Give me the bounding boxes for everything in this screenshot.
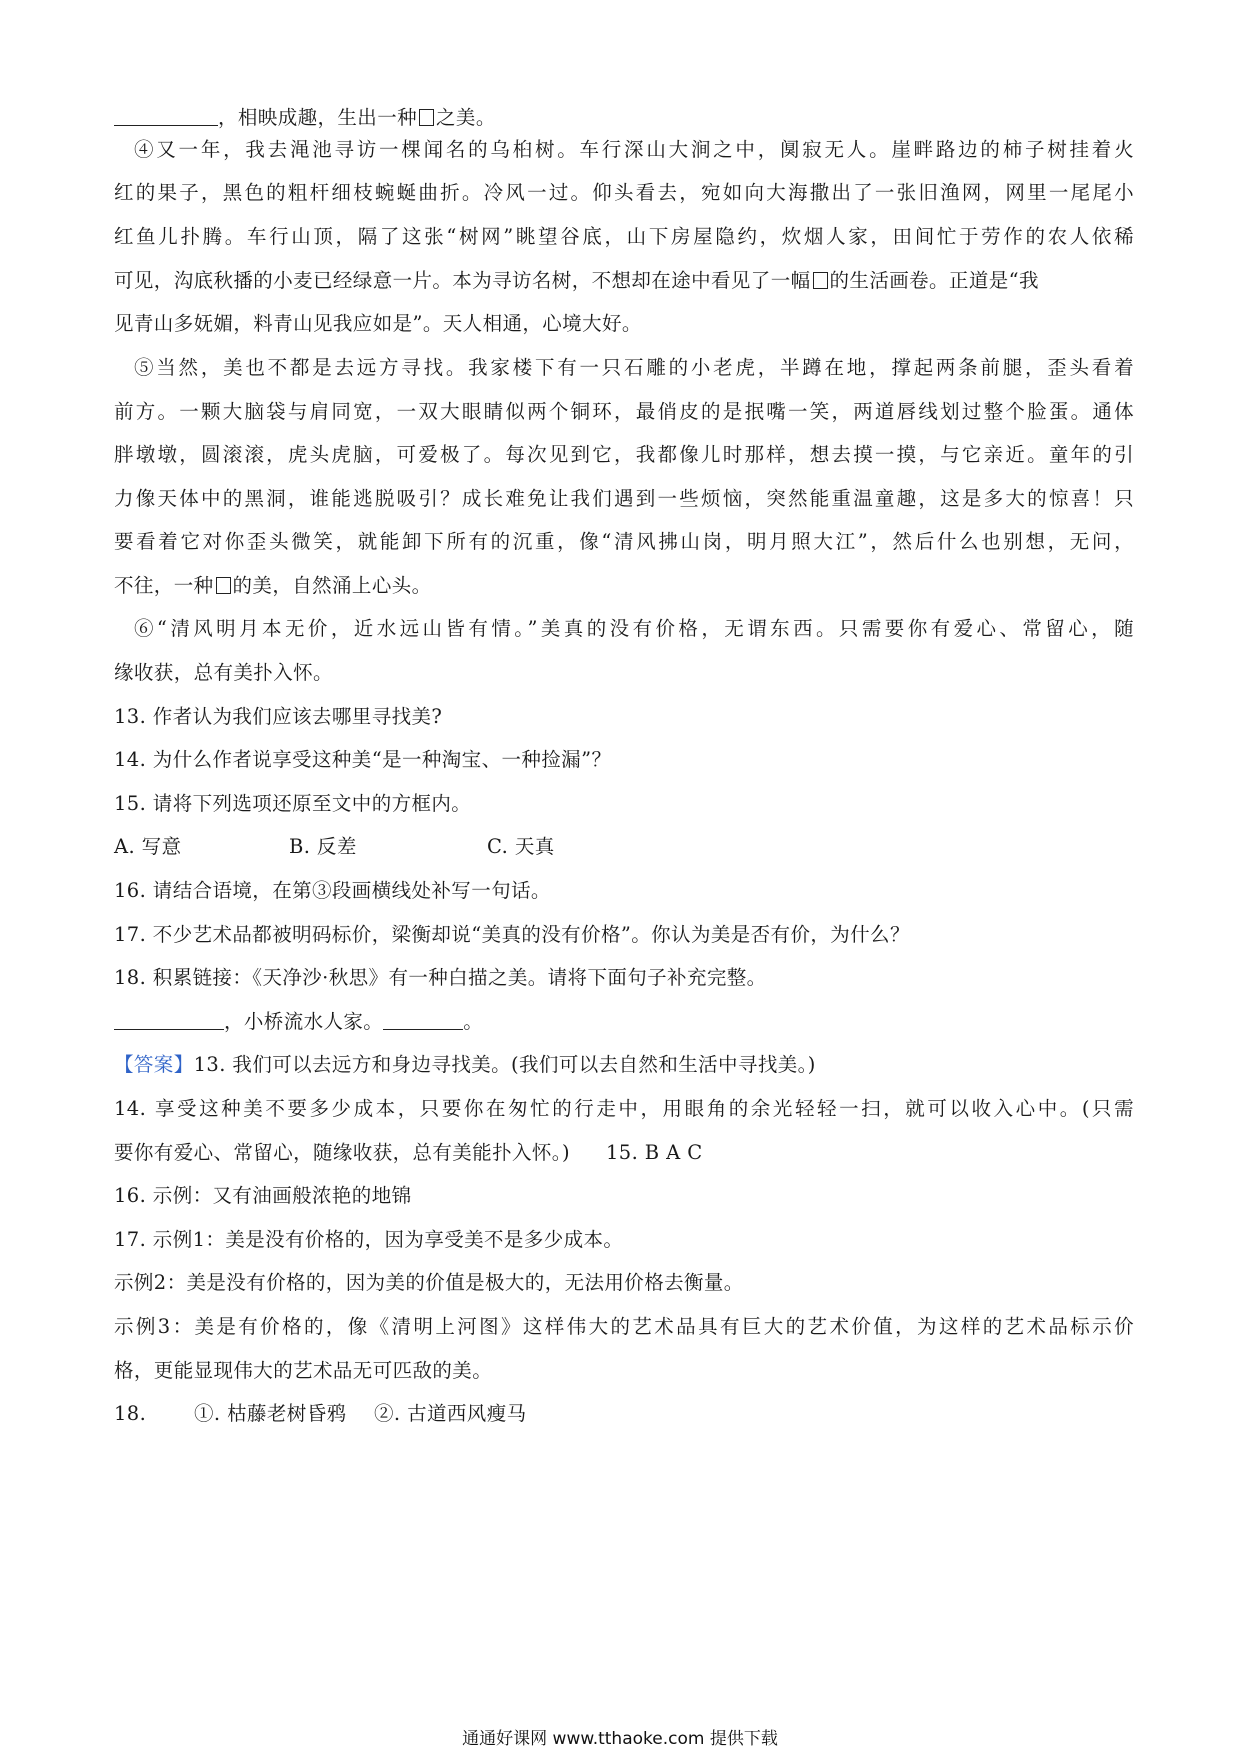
option-a: A. 写意 (114, 835, 182, 858)
para5-line4: 力像天体中的黑洞，谁能逃脱吸引？成长难免让我们遇到一些烦恼，突然能重温童趣，这是多大的惊喜！只 (114, 487, 1134, 510)
para5-line5: 要看着它对你歪头微笑，就能卸下所有的沉重，像“清风拂山岗，明月照大江”，然后什么也别想，无问， (114, 530, 1134, 553)
para6-line2: 缘收获，总有美扑入怀。 (114, 661, 333, 684)
para6-line1: ⑥“清风明月本无价，近水远山皆有情。”美真的没有价格，无谓东西。只需要你有爱心、常留心，随 (134, 617, 1134, 640)
answer-box (419, 109, 434, 126)
fill-blank (383, 1007, 463, 1030)
answer-14-line2: 要你有爱心、常留心，随缘收获，总有美能扑入怀。) 15. B A C (114, 1141, 703, 1164)
answer-18-label: 18. (114, 1402, 147, 1425)
answer-tag: 【答案】 (114, 1053, 194, 1076)
answer-16: 16. 示例：又有油画般浓艳的地锦 (114, 1184, 412, 1207)
para4-line5: 见青山多妩媚，料青山见我应如是”。天人相通，心境大好。 (114, 312, 642, 335)
question-13: 13. 作者认为我们应该去哪里寻找美? (114, 705, 443, 728)
para3-tail: ，相映成趣，生出一种 之美。 (114, 103, 1134, 133)
answer-18-part2: ②. 古道西风瘦马 (374, 1402, 527, 1425)
para5-line2: 前方。一颗大脑袋与肩同宽，一双大眼睛似两个铜环，最俏皮的是抿嘴一笑，两道唇线划过整个脸蛋。通体 (114, 400, 1134, 423)
answer-17-example2: 示例2：美是没有价格的，因为美的价值是极大的，无法用价格去衡量。 (114, 1271, 744, 1294)
option-c: C. 天真 (487, 835, 555, 858)
para4-line4: 可见，沟底秋播的小麦已经绿意一片。本为寻访名树，不想却在途中看见了一幅 的生活画卷。正道是“我 (114, 269, 1039, 292)
para5-line6: 不往，一种 的美，自然涌上心头。 (114, 574, 432, 597)
answer-18 (114, 1399, 1134, 1429)
answer-17-example1: 17. 示例1：美是没有价格的，因为享受美不是多少成本。 (114, 1228, 624, 1251)
answer-17-example3-line1: 示例3：美是有价格的，像《清明上河图》这样伟大的艺术品具有巨大的艺术价值，为这样的艺术品标示价 (114, 1315, 1134, 1338)
question-18: 18. 积累链接：《天净沙·秋思》有一种白描之美。请将下面句子补充完整。 (114, 966, 767, 989)
answer-15: 15. B A C (605, 1141, 703, 1164)
para5-line1: ⑤当然，美也不都是去远方寻找。我家楼下有一只石雕的小老虎，半蹲在地，撑起两条前腿，歪头看着 (134, 356, 1134, 379)
answer-18-part1: ①. 枯藤老树昏鸦 (194, 1402, 347, 1425)
answer-17-example3-line2: 格，更能显现伟大的艺术品无可匹敌的美。 (114, 1359, 493, 1382)
page-footer: 通通好课网 www.tthaoke.com 提供下载 (462, 1729, 778, 1749)
fill-blank (114, 1007, 224, 1030)
para5-line3: 胖墩墩，圆滚滚，虎头虎脑，可爱极了。每次见到它，我都像儿时那样，想去摸一摸，与它亲近。童年的引 (114, 443, 1134, 466)
fill-blank (114, 103, 218, 126)
question-18-fill: ，小桥流水人家。 。 (114, 1007, 1134, 1037)
para4-line1: ④又一年，我去渑池寻访一棵闻名的乌桕树。车行深山大涧之中，阒寂无人。崖畔路边的柿子树挂着火 (134, 138, 1134, 161)
answer-14-line1: 14. 享受这种美不要多少成本，只要你在匆忙的行走中，用眼角的余光轻轻一扫，就可以收入心中。(只需 (114, 1097, 1134, 1120)
question-15: 15. 请将下列选项还原至文中的方框内。 (114, 792, 472, 815)
answer-box (216, 577, 231, 594)
para4-line3: 红鱼儿扑腾。车行山顶，隔了这张“树网”眺望谷底，山下房屋隐约，炊烟人家，田间忙于劳作的农人依稀 (114, 225, 1134, 248)
answer-box (813, 272, 828, 289)
question-15-options (114, 832, 1134, 862)
question-14: 14. 为什么作者说享受这种美“是一种淘宝、一种捡漏”？ (114, 748, 612, 771)
answer-13: 【答案】13. 我们可以去远方和身边寻找美。(我们可以去自然和生活中寻找美。) (114, 1053, 816, 1076)
para4-line2: 红的果子，黑色的粗杆细枝蜿蜒曲折。冷风一过。仰头看去，宛如向大海撒出了一张旧渔网，网里一尾尾小 (114, 181, 1134, 204)
question-16: 16. 请结合语境，在第③段画横线处补写一句话。 (114, 879, 551, 902)
option-b: B. 反差 (289, 835, 357, 858)
question-17: 17. 不少艺术品都被明码标价，梁衡却说“美真的没有价格”。你认为美是否有价，为什么？ (114, 923, 910, 946)
